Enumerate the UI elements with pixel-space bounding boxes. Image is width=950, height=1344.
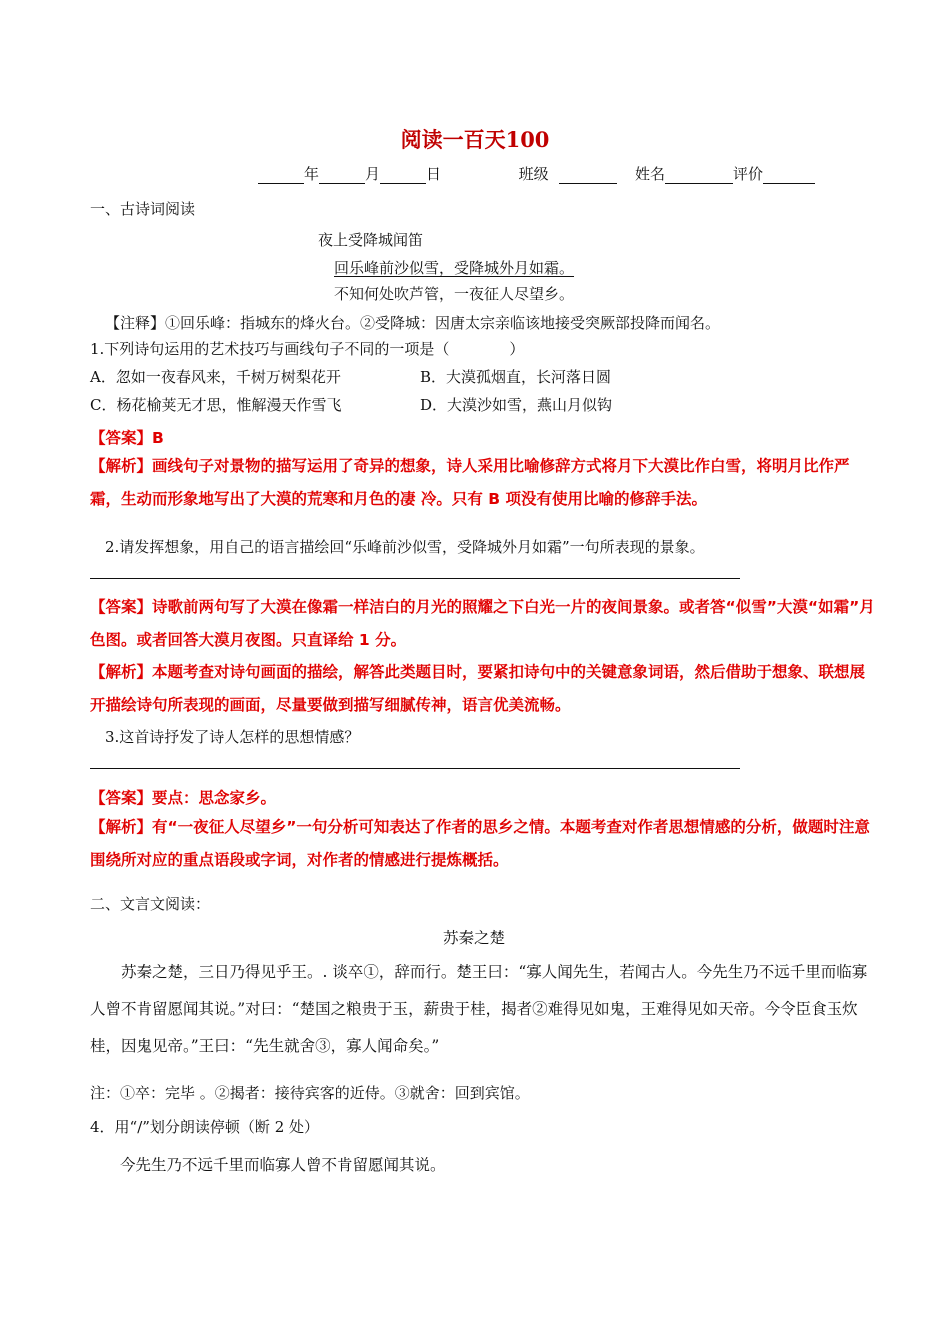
question-3: 3.这首诗抒发了诗人怎样的思想情感？ [105,728,360,746]
question-4: 4．用“/”划分朗读停顿（断 2 处） [90,1118,320,1136]
question-1: 1.下列诗句运用的艺术技巧与画线句子不同的一项是（ ） [90,340,525,358]
option-b[interactable]: B．大漠孤烟直，长河落日圆 [420,368,612,386]
q3-answer: 【答案】要点：思念家乡。 [90,789,277,807]
q2-analysis: 【解析】本题考查对诗句画面的描绘，解答此类题目时，要紧扣诗句中的关键意象词语，然后借助于想象、联想展开描绘诗句所表现的画面，尽量要做到描写细腻传神，语言优美流畅。 [90,663,866,714]
day-blank[interactable] [380,167,426,184]
class-blank[interactable] [559,167,617,184]
classical-passage: 苏秦之楚，三日乃得见乎王。. 谈卒①，辞而行。楚王曰：“寡人闻先生，若闻古人。今先生乃不远千里而临寡人曾不肯留愿闻其说。”对曰：“楚国之粮贵于玉，薪贵于桂，揭者②难得见如鬼，王难得见如天帝。今令臣食玉炊桂，因鬼见帝。”王曰：“先生就舍③，寡人闻命矣。” [90,963,868,1055]
option-c[interactable]: C．杨花榆荚无才思，惟解漫天作雪飞 [90,396,342,414]
q2-answer-line[interactable] [90,578,740,579]
day-label: 日 [426,165,442,183]
q2-answer: 【答案】诗歌前两句写了大漠在像霜一样洁白的月光的照耀之下白光一片的夜间景象。或者答“似雪”大漠“如霜”月色图。或者回答大漠月夜图。只直译给 1 分。 [90,598,875,649]
eval-label: 评价 [732,165,763,183]
class-label: 班级 [518,165,549,183]
eval-blank[interactable] [763,167,815,184]
passage-notes: 注：①卒：完毕 。②揭者：接待宾客的近侍。③就舍：回到宾馆。 [90,1084,530,1102]
question-2: 2.请发挥想象，用自己的语言描绘回“乐峰前沙似雪，受降城外月如霜”一句所表现的景象。 [105,538,705,556]
name-blank[interactable] [665,167,733,184]
q3-analysis: 【解析】有“一夜征人尽望乡”一句分析可知表达了作者的思乡之情。本题考查对作者思想情感的分析，做题时注意围绕所对应的重点语段或字词，对作者的情感进行提炼概括。 [90,818,870,869]
month-blank[interactable] [319,167,365,184]
year-blank[interactable] [258,167,304,184]
header-info-row [258,163,815,184]
year-label: 年 [304,165,320,183]
passage-title: 苏秦之楚 [443,929,506,947]
poem-note: 【注释】①回乐峰：指城东的烽火台。②受降城：因唐太宗亲临该地接受突厥部投降而闻名。 [105,314,721,332]
option-a[interactable]: A．忽如一夜春风来，千树万树梨花开 [90,368,341,386]
q4-sentence: 今先生乃不远千里而临寡人曾不肯留愿闻其说。 [120,1156,446,1174]
poem-line-1: 回乐峰前沙似雪，受降城外月如霜。 [334,259,575,277]
month-label: 月 [365,165,381,183]
poem-line-2: 不知何处吹芦管，一夜征人尽望乡。 [334,285,575,303]
q1-analysis: 【解析】画线句子对景物的描写运用了奇异的想象，诗人采用比喻修辞方式将月下大漠比作白雪，将明月比作严霜，生动而形象地写出了大漠的荒寒和月色的凄 冷。只有 B 项没有使用比喻的修辞手法。 [90,457,850,508]
page-title: 阅读一百天100 [400,127,550,152]
section1-heading: 一、古诗词阅读 [90,200,196,218]
option-d[interactable]: D．大漠沙如雪，燕山月似钩 [420,396,613,414]
q3-answer-line[interactable] [90,768,740,769]
section2-heading: 二、文言文阅读： [90,895,211,913]
q1-answer: 【答案】B [90,429,164,447]
poem-title: 夜上受降城闻笛 [318,231,424,249]
name-label: 姓名 [634,165,665,183]
